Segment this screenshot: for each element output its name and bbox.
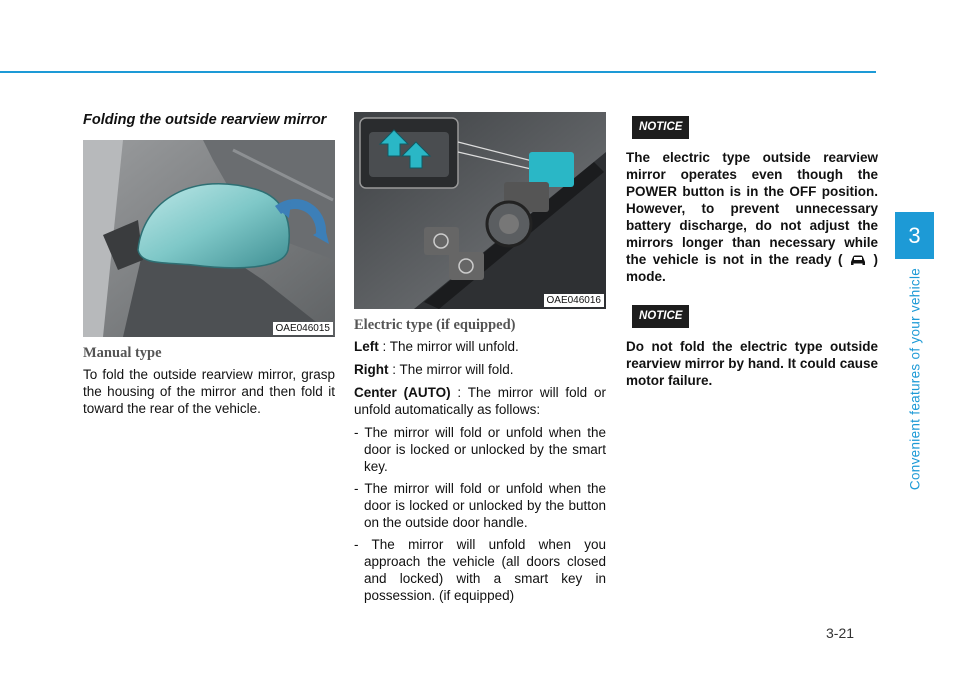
left-description: Left : The mirror will unfold.: [354, 339, 519, 354]
body-text: To fold the outside rearview mirror, grasp the housing of the mirror and then fold it toward the rear of the vehicle.: [83, 367, 335, 416]
switch-illustration: [354, 112, 606, 309]
header-rule: [0, 71, 876, 73]
chapter-tab[interactable]: [895, 212, 934, 259]
notice-text: Do not fold the electric type outside rearview mirror by hand. It could cause motor failure.: [626, 339, 878, 388]
subheading-electric: Electric type (if equipped): [354, 317, 516, 333]
notice-badge: NOTICE: [632, 305, 689, 328]
column-electric-mirror: [354, 108, 606, 609]
ready-car-icon: [849, 254, 867, 267]
chapter-title: Convenient features of your vehicle: [907, 267, 923, 491]
figure-code: OAE046015: [273, 322, 334, 335]
figure-code: OAE046016: [544, 294, 605, 307]
chapter-number: 3: [908, 222, 921, 248]
page-number: 3-21: [826, 625, 855, 641]
column-notices: [626, 108, 878, 401]
figure-manual-mirror: [83, 140, 335, 337]
section-heading: Folding the outside rearview mirror: [83, 112, 327, 128]
list-item: - The mirror will unfold when you approach the vehicle (all doors closed and locked) with a smart key in possession. (if equipped): [354, 537, 606, 603]
right-description: Right : The mirror will fold.: [354, 362, 514, 377]
mirror-illustration: [83, 140, 335, 337]
center-description: Center (AUTO) : The mirror will fold or unfold automatically as follows:: [354, 385, 606, 417]
list-item: - The mirror will fold or unfold when the door is locked or unlocked by the button on the outside door handle.: [354, 481, 606, 530]
column-manual-mirror: [83, 108, 335, 423]
notice-text: The electric type outside rearview mirror operates even though the POWER button is in the OFF position. However, to prevent unnecessary battery discharge, do not adjust the mirrors longer than necessary while the vehicle is not in the ready ( ) mode.: [626, 150, 878, 284]
figure-electric-mirror: [354, 112, 606, 309]
list-item: - The mirror will fold or unfold when the door is locked or unlocked by the smart key.: [354, 425, 606, 474]
notice-badge: NOTICE: [632, 116, 689, 139]
subheading-manual: Manual type: [83, 345, 162, 361]
